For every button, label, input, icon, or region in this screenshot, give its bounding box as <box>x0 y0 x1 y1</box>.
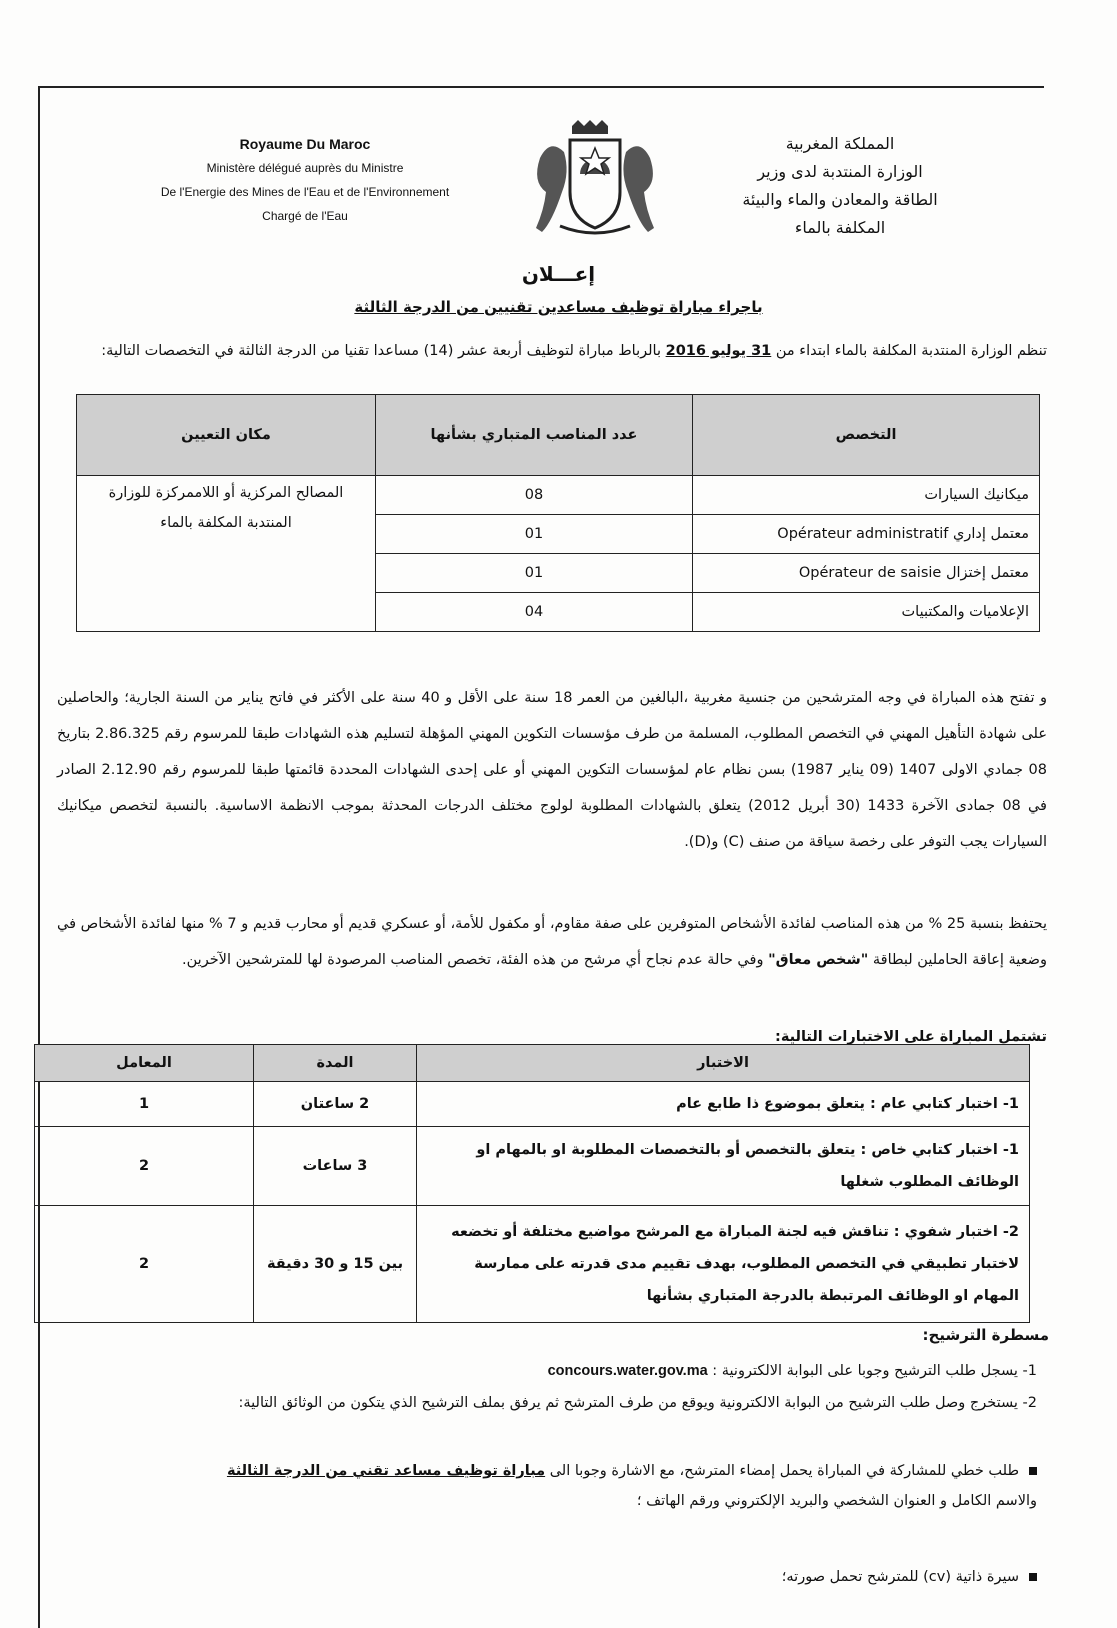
bullet1-text-a: طلب خطي للمشاركة في المباراة يحمل إمضاء المترشح، مع الاشارة وجوبا الى <box>545 1463 1019 1479</box>
procedure-bullet2 <box>77 1562 1037 1592</box>
portal-link[interactable]: concours.water.gov.ma <box>547 1363 708 1379</box>
bullet1-text-b: مباراة توظيف مساعد تقني من الدرجة الثالثة <box>226 1463 546 1479</box>
header-fr-line3: Chargé de l'Eau <box>262 209 348 223</box>
quota-text-a: يحتفظ بنسبة 25 % من هذه المناصب لفائدة الأشخاص المتوفرين على صفة مقاوم، أو مكفول للأمة، أو عسكري قديم أو محارب قديم و 7 % منها لفائدة الأشخاص في وضعية إعاقة الحاملين لبطاقة <box>57 916 1047 968</box>
header-fr-line2: De l'Energie des Mines de l'Eau et de l'Environnement <box>160 185 450 199</box>
exam-duration: 3 ساعات <box>254 1127 417 1206</box>
exams-intro: تشتمل المباراة على الاختبارات التالية: <box>775 1029 1047 1045</box>
header-ar <box>700 130 980 242</box>
row-count: 01 <box>376 515 693 554</box>
announcement-subtitle: باجراء مباراة توظيف مساعدين تقنيين من الدرجة الثالثة <box>354 298 763 316</box>
header-ar-line2: الطاقة والمعادن والماء والبيئة <box>742 190 938 209</box>
row-specialty: معتمل إداري Opérateur administratif <box>693 515 1040 554</box>
procedure-title: مسطرة الترشيح: <box>922 1326 1049 1344</box>
intro-text-b: بالرباط مباراة لتوظيف أربعة عشر (14) مساعدا تقنيا من الدرجة الثالثة في التخصصات التالية: <box>101 343 666 359</box>
positions-table <box>76 394 1040 632</box>
col-count: عدد المناصب المتباري بشأنها <box>376 395 693 476</box>
col-place: مكان التعيين <box>77 395 376 476</box>
header-fr <box>130 132 480 228</box>
announcement-title: إعـــلان <box>521 262 596 286</box>
header-ar-line1: الوزارة المنتدبة لدى وزير <box>757 162 923 181</box>
col-duration: المدة <box>254 1045 417 1082</box>
exam-duration: بين 15 و 30 دقيقة <box>254 1206 417 1323</box>
header-fr-line1: Ministère délégué auprès du Ministre <box>206 161 404 175</box>
row-count: 04 <box>376 593 693 632</box>
row-specialty: ميكانيك السيارات <box>693 476 1040 515</box>
exam-duration: 2 ساعتان <box>254 1082 417 1127</box>
table-row <box>35 1082 1030 1127</box>
step1-text: 1- يسجل طلب الترشيح وجوبا على البوابة الالكترونية : <box>707 1363 1037 1379</box>
header-ar-kingdom: المملكة المغربية <box>785 134 895 153</box>
row-count: 01 <box>376 554 693 593</box>
intro-text-a: تنظم الوزارة المنتدبة المكلفة بالماء ابتداء من <box>771 343 1047 359</box>
bullet-icon <box>1029 1467 1037 1475</box>
procedure-bullet1 <box>77 1456 1037 1516</box>
quota-paragraph <box>57 906 1047 978</box>
col-specialty: التخصص <box>693 395 1040 476</box>
table-row <box>35 1127 1030 1206</box>
table-row <box>35 1206 1030 1323</box>
exam-coef: 1 <box>35 1082 254 1127</box>
exam-coef: 2 <box>35 1127 254 1206</box>
exam-test: 1- اختبار كتابي خاص : يتعلق بالتخصص أو بالتخصصات المطلوبة او بالمهام او الوظائف المطلوب شغلها <box>417 1127 1030 1206</box>
intro-date: 31 يوليو 2016 <box>665 343 772 359</box>
col-coef: المعامل <box>35 1045 254 1082</box>
row-specialty: معتمل إختزال Opérateur de saisie <box>693 554 1040 593</box>
col-test: الاختبار <box>417 1045 1030 1082</box>
coat-of-arms-icon <box>520 118 670 238</box>
row-specialty: الإعلاميات والمكتبيات <box>693 593 1040 632</box>
header-fr-kingdom: Royaume Du Maroc <box>239 136 371 152</box>
row-count: 08 <box>376 476 693 515</box>
quota-text-c: وفي حالة عدم نجاح أي مرشح من هذه الفئة، تخصص المناصب المرصودة لها للمترشحين الآخرين. <box>182 952 769 968</box>
bullet2-text: سيرة ذاتية (cv) للمترشح تحمل صورته؛ <box>781 1569 1019 1585</box>
exams-table <box>34 1044 1030 1323</box>
header-ar-line3: المكلفة بالماء <box>794 218 886 237</box>
intro-paragraph <box>57 336 1047 366</box>
eligibility-paragraph: و تفتح هذه المباراة في وجه المترشحين من جنسية مغربية ،البالغين من العمر 18 سنة على الأقل و 40 سنة على الأكثر في فاتح يناير من السنة الجارية؛ والحاصلين على شهادة التأهيل المهني في التخصص المطلوب، المسلمة من طرف مؤسسات التكوين المهني المؤهلة لتسليم هذه الشهادات طبقا للمرسوم رقم 2.86.325 بتاريخ 08 جمادي الاولى 1407 (09 يناير 1987) بسن نظام عام لمؤسسات التكوين المهني أو على إحدى الشهادات المحددة قائمتها طبقا للمرسوم رقم 2.12.90 الصادر في 08 جمادى الآخرة 1433 (30 أبريل 2012) يتعلق بالشهادات المطلوبة لولوج مختلف الدرجات المحدثة بموجب الانظمة الاساسية. بالنسبة لتخصص ميكانيك السيارات يجب التوفر على رخصة سياقة من صنف (C) و(D). <box>57 690 1047 850</box>
exam-coef: 2 <box>35 1206 254 1323</box>
bullet1-text-c: والاسم الكامل و العنوان الشخصي والبريد الإلكتروني ورقم الهاتف ؛ <box>636 1493 1037 1509</box>
quota-card: "شخص معاق" <box>768 952 869 968</box>
procedure-step2: 2- يستخرج وصل طلب الترشيح من البوابة الالكترونية ويوقع من طرف المترشح ثم يرفق بملف الترشيح الذي يتكون من الوثائق التالية: <box>238 1395 1037 1411</box>
table-row <box>77 476 1040 515</box>
bullet-icon <box>1029 1573 1037 1581</box>
exam-test: 2- اختبار شفوي : تناقش فيه لجنة المباراة مع المرشح مواضيع مختلفة أو تخضعه لاختبار تطبيقي في التخصص المطلوب، بهدف تقييم مدى قدرته على ممارسة المهام او الوظائف المرتبطة بالدرجة المتباري بشأنها <box>417 1206 1030 1323</box>
procedure-step1 <box>77 1356 1037 1386</box>
exam-test: 1- اختبار كتابي عام : يتعلق بموضوع ذا طابع عام <box>417 1082 1030 1127</box>
assignment-place: المصالح المركزية أو اللاممركزة للوزارة المنتدبة المكلفة بالماء <box>77 476 376 632</box>
